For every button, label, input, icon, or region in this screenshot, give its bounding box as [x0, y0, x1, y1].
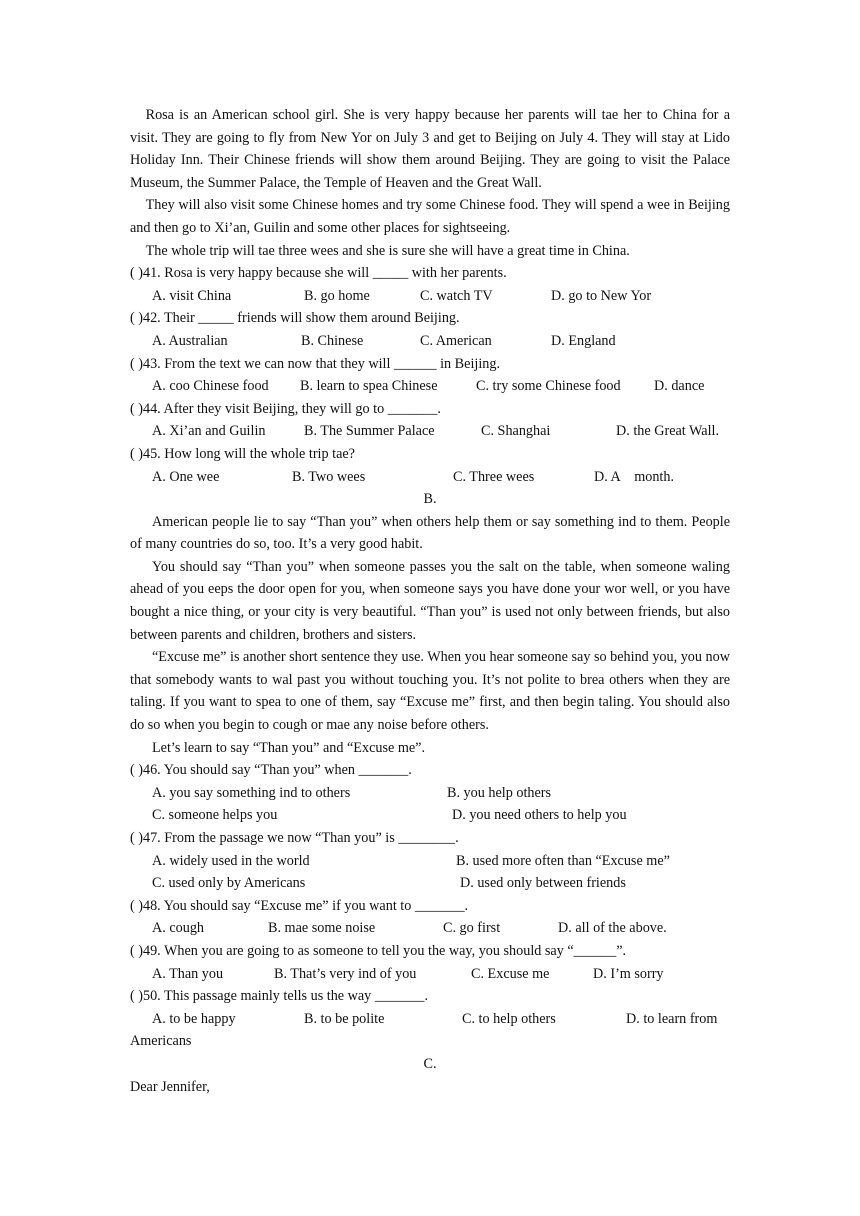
- option-46-c: C. someone helps you: [152, 807, 278, 824]
- option-50-c: C. to help others: [462, 1010, 556, 1027]
- section-c-heading: C.: [423, 1055, 437, 1072]
- question-42-options: [130, 330, 730, 353]
- passage-a-paragraph-3: The whole trip will tae three wees and she is sure she will have a great time in China.: [145, 242, 630, 259]
- option-42-b: B. Chinese: [301, 332, 364, 349]
- option-49-c: C. Excuse me: [471, 965, 550, 982]
- option-48-c: C. go first: [443, 920, 501, 937]
- option-41-b: B. go home: [304, 287, 370, 304]
- option-49-d: D. I’m sorry: [593, 965, 664, 982]
- option-46-a: A. you say something ind to others: [152, 784, 351, 801]
- option-43-d: D. dance: [654, 378, 705, 395]
- option-45-a: A. One wee: [152, 468, 220, 485]
- question-50: ( )50. This passage mainly tells us the way _______.: [130, 988, 429, 1005]
- question-47: ( )47. From the passage we now “Than you” is ________.: [130, 830, 459, 846]
- option-47-b: B. used more often than “Excuse me”: [456, 852, 670, 869]
- option-50-d-wrap: Americans: [130, 1033, 192, 1050]
- question-49: ( )49. When you are going to as someone to tell you the way, you should say “______”.: [130, 942, 627, 959]
- option-41-d: D. go to New Yor: [551, 287, 652, 304]
- option-47-c: C. used only by Americans: [152, 875, 306, 892]
- passage-b-paragraph-4: Let’s learn to say “Than you” and “Excuse me”.: [152, 739, 425, 756]
- question-46-options-row-1: [130, 782, 730, 805]
- option-47-d: D. used only between friends: [460, 875, 626, 892]
- option-48-d: D. all of the above.: [558, 920, 667, 937]
- question-43-options: [130, 375, 730, 398]
- option-46-d: D. you need others to help you: [452, 807, 627, 824]
- option-45-d: D. A month.: [594, 468, 675, 485]
- section-b-heading: B.: [423, 491, 437, 508]
- option-41-a: A. visit China: [152, 287, 232, 304]
- option-43-a: A. coo Chinese food: [152, 378, 269, 395]
- option-42-a: A. Australian: [152, 332, 228, 349]
- letter-greeting: Dear Jennifer,: [130, 1078, 210, 1095]
- option-50-d: D. to learn from: [626, 1010, 718, 1027]
- option-42-d: D. England: [551, 332, 616, 349]
- question-50-options: [130, 1008, 730, 1031]
- question-42: ( )42. Their _____ friends will show them around Beijing.: [130, 310, 460, 327]
- option-46-b: B. you help others: [447, 784, 552, 801]
- question-47-options-row-1: [130, 850, 730, 873]
- question-46: ( )46. You should say “Than you” when _______.: [130, 762, 412, 779]
- option-49-a: A. Than you: [152, 965, 224, 982]
- option-43-c: C. try some Chinese food: [476, 378, 621, 395]
- option-47-a: A. widely used in the world: [152, 852, 310, 869]
- question-44: ( )44. After they visit Beijing, they will go to _______.: [130, 400, 441, 417]
- question-46-options-row-2: [130, 804, 730, 827]
- question-49-options: [130, 963, 730, 986]
- question-48-options: [130, 917, 730, 940]
- option-45-b: B. Two wees: [292, 468, 366, 485]
- option-44-c: C. Shanghai: [481, 423, 551, 440]
- passage-b-paragraph-3: “Excuse me” is another short sentence they use. When you hear someone say so behind you, you now that somebody wants to wal past you without touching you. It’s not polite to brea others when they are taling. If you want to spea to one of them, say “Excuse me” first, and then begin taling. You should also do so when you begin to cough or mae any noise before others.: [130, 649, 730, 734]
- question-44-options: [130, 420, 730, 443]
- option-50-a: A. to be happy: [152, 1010, 236, 1027]
- option-44-b: B. The Summer Palace: [304, 423, 435, 440]
- option-43-b: B. learn to spea Chinese: [300, 378, 438, 395]
- passage-b-paragraph-2: You should say “Than you” when someone passes you the salt on the table, when someone waling ahead of you eeps the door open for you, when someone says you have done your wor well, or you have bought a nice thing, or your city is very beautiful. “Than you” is used not only between friends, but also between parents and children, brothers and sisters.: [130, 558, 730, 643]
- question-41-options: [130, 285, 730, 308]
- option-48-a: A. cough: [152, 920, 205, 937]
- passage-b-paragraph-1: American people lie to say “Than you” when others help them or say something ind to them. People of many countries do so, too. It’s a very good habit.: [130, 513, 730, 553]
- question-41: ( )41. Rosa is very happy because she will _____ with her parents.: [130, 265, 507, 282]
- question-45: ( )45. How long will the whole trip tae?: [130, 445, 355, 462]
- option-44-a: A. Xi’an and Guilin: [152, 423, 266, 440]
- passage-a-paragraph-1: Rosa is an American school girl. She is very happy because her parents will tae her to China for a visit. They are going to fly from New Yor on July 3 and get to Beijing on July 4. They will stay at Lido Holiday Inn. Their Chinese friends will show them around Beijing. They are going to visit the Palace Museum, the Summer Palace, the Temple of Heaven and the Great Wall.: [130, 107, 730, 191]
- question-45-options: [130, 466, 730, 489]
- passage-a-paragraph-2: They will also visit some Chinese homes and try some Chinese food. They will spend a wee in Beijing and then go to Xi’an, Guilin and some other places for sightseeing.: [130, 197, 730, 236]
- option-44-d: D. the Great Wall.: [616, 423, 719, 440]
- question-43: ( )43. From the text we can now that they will ______ in Beijing.: [130, 355, 500, 372]
- worksheet-page: [130, 104, 730, 1098]
- option-42-c: C. American: [420, 332, 492, 349]
- option-41-c: C. watch TV: [420, 287, 493, 304]
- question-48: ( )48. You should say “Excuse me” if you want to _______.: [130, 897, 469, 914]
- option-48-b: B. mae some noise: [268, 920, 376, 937]
- question-47-options-row-2: [130, 872, 730, 895]
- option-50-b: B. to be polite: [304, 1010, 385, 1027]
- option-45-c: C. Three wees: [453, 468, 535, 485]
- option-49-b: B. That’s very ind of you: [274, 965, 417, 982]
